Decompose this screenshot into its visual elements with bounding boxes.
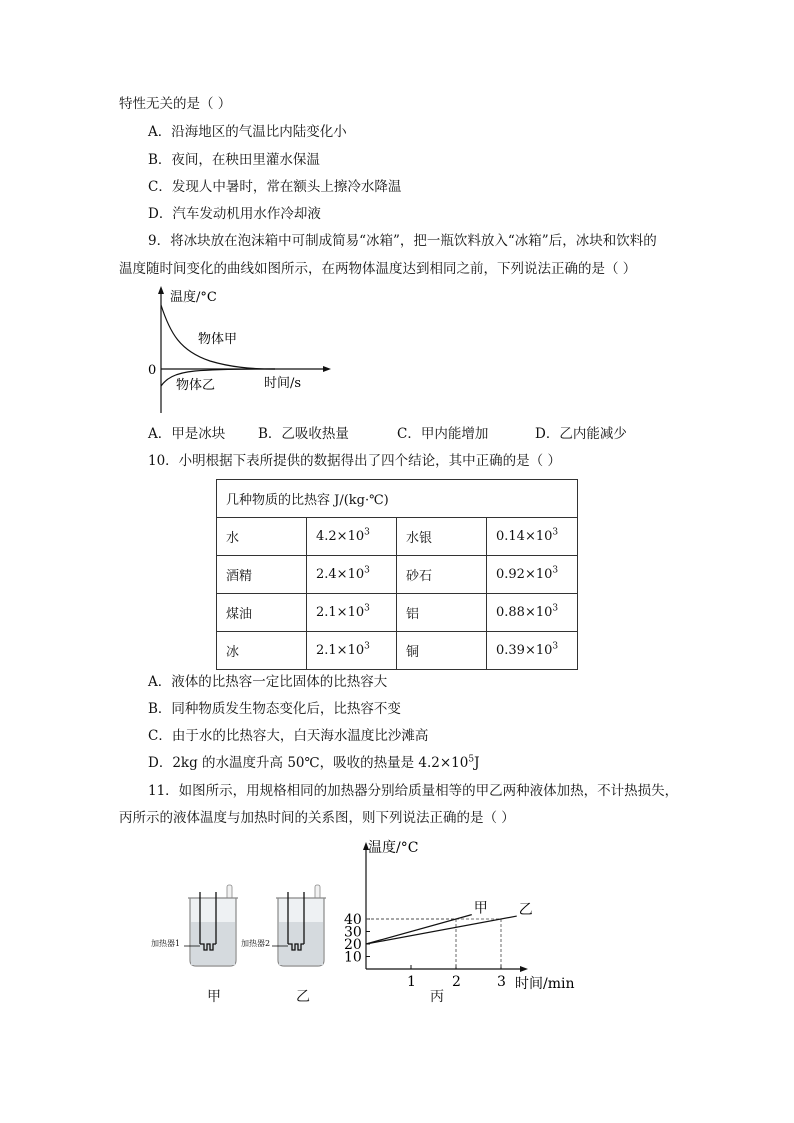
y-tick-label: 30 <box>344 924 362 941</box>
q10-stem: 10．小明根据下表所提供的数据得出了四个结论，其中正确的是（ ） <box>148 453 561 469</box>
x-axis-label: 时间/min <box>515 976 575 992</box>
q9-origin-label: 0 <box>148 363 157 378</box>
y-tick-label: 10 <box>344 949 362 966</box>
q9-option-c[interactable]: C．甲内能增加 <box>397 426 489 442</box>
series-label-1: 乙 <box>518 902 533 919</box>
q9-stem-line2: 温度随时间变化的曲线如图所示，在两物体温度达到相同之前，下列说法正确的是（ ） <box>119 261 637 277</box>
figure-label-yi: 乙 <box>296 989 310 1005</box>
table-cell: $4.2\times 10^3$ <box>307 518 397 556</box>
x-tick-label: 3 <box>497 974 506 990</box>
table-cell: 酒精 <box>217 556 307 594</box>
q8-option-d[interactable]: D．汽车发动机用水作冷却液 <box>148 206 321 222</box>
q9-graph <box>140 283 340 418</box>
q8-stem-continuation: 特性无关的是（ ） <box>119 96 232 112</box>
table-cell: $2.1\times 10^3$ <box>307 594 397 632</box>
q10-option-c[interactable]: C．由于水的比热容大，白天海水温度比沙滩高 <box>148 728 429 744</box>
figure-label-jia: 甲 <box>207 989 221 1005</box>
series-line-1 <box>366 916 517 944</box>
table-row <box>217 594 578 632</box>
table-row <box>217 632 578 670</box>
table-cell: 铜 <box>397 632 487 670</box>
q9-curve-b-label: 物体乙 <box>176 378 216 393</box>
beaker-yi-figure <box>236 882 336 972</box>
q11-temperature-chart <box>330 836 590 1006</box>
beaker-jia-figure <box>148 882 248 972</box>
q10-option-a[interactable]: A．液体的比热容一定比固体的比热容大 <box>148 674 388 690</box>
heater2-label: 加热器2 <box>241 939 271 948</box>
q9-curve-a-label: 物体甲 <box>198 332 238 347</box>
q9-option-d[interactable]: D．乙内能减少 <box>535 426 627 442</box>
q9-option-a[interactable]: A．甲是冰块 <box>148 426 226 442</box>
x-tick-label: 1 <box>407 974 416 990</box>
table-cell: $0.88\times 10^3$ <box>487 594 578 632</box>
table-row <box>217 556 578 594</box>
q11-stem-line1: 11．如图所示，用规格相同的加热器分别给质量相等的甲乙两种液体加热，不计热损失， <box>148 783 679 799</box>
table-cell: 铝 <box>397 594 487 632</box>
specific-heat-table <box>216 479 578 670</box>
q9-x-label: 时间/s <box>264 376 302 391</box>
table-cell: 煤油 <box>217 594 307 632</box>
q8-option-b[interactable]: B．夜间，在秧田里灌水保温 <box>148 152 320 168</box>
table-cell: 水 <box>217 518 307 556</box>
y-tick-label: 20 <box>344 937 362 953</box>
figure-label-bing: 丙 <box>430 989 444 1005</box>
q9-option-b[interactable]: B．乙吸收热量 <box>258 426 349 442</box>
heater1-label: 加热器1 <box>151 939 181 948</box>
table-cell: $2.1\times 10^3$ <box>307 632 397 670</box>
table-title: 几种物质的比热容 J/(kg·℃) <box>217 480 578 518</box>
table-row <box>217 518 578 556</box>
q10-option-d[interactable]: D．2kg 的水温度升高 50℃，吸收的热量是 $4.2\times 10^5J$ <box>148 754 480 771</box>
table-cell: $0.92\times 10^3$ <box>487 556 578 594</box>
table-cell: $2.4\times 10^3$ <box>307 556 397 594</box>
table-cell: 冰 <box>217 632 307 670</box>
table-cell: 砂石 <box>397 556 487 594</box>
series-label-0: 甲 <box>473 900 488 917</box>
q9-stem-line1: 9．将冰块放在泡沫箱中可制成简易“冰箱”，把一瓶饮料放入“冰箱”后，冰块和饮料的 <box>148 233 657 249</box>
q10-option-b[interactable]: B．同种物质发生物态变化后，比热容不变 <box>148 701 401 717</box>
y-tick-label: 40 <box>344 912 362 928</box>
q8-option-c[interactable]: C．发现人中暑时，常在额头上擦冷水降温 <box>148 179 402 195</box>
table-cell: $0.14\times 10^3$ <box>487 518 578 556</box>
y-axis-label: 温度/°C <box>368 840 419 856</box>
q11-stem-line2: 丙所示的液体温度与加热时间的关系图，则下列说法正确的是（ ） <box>119 810 515 826</box>
table-cell: 水银 <box>397 518 487 556</box>
q9-y-label: 温度/°C <box>170 290 217 305</box>
table-cell: $0.39\times 10^3$ <box>487 632 578 670</box>
x-axis-arrow <box>520 966 528 972</box>
q8-option-a[interactable]: A．沿海地区的气温比内陆变化小 <box>148 124 347 140</box>
x-tick-label: 2 <box>452 974 461 990</box>
